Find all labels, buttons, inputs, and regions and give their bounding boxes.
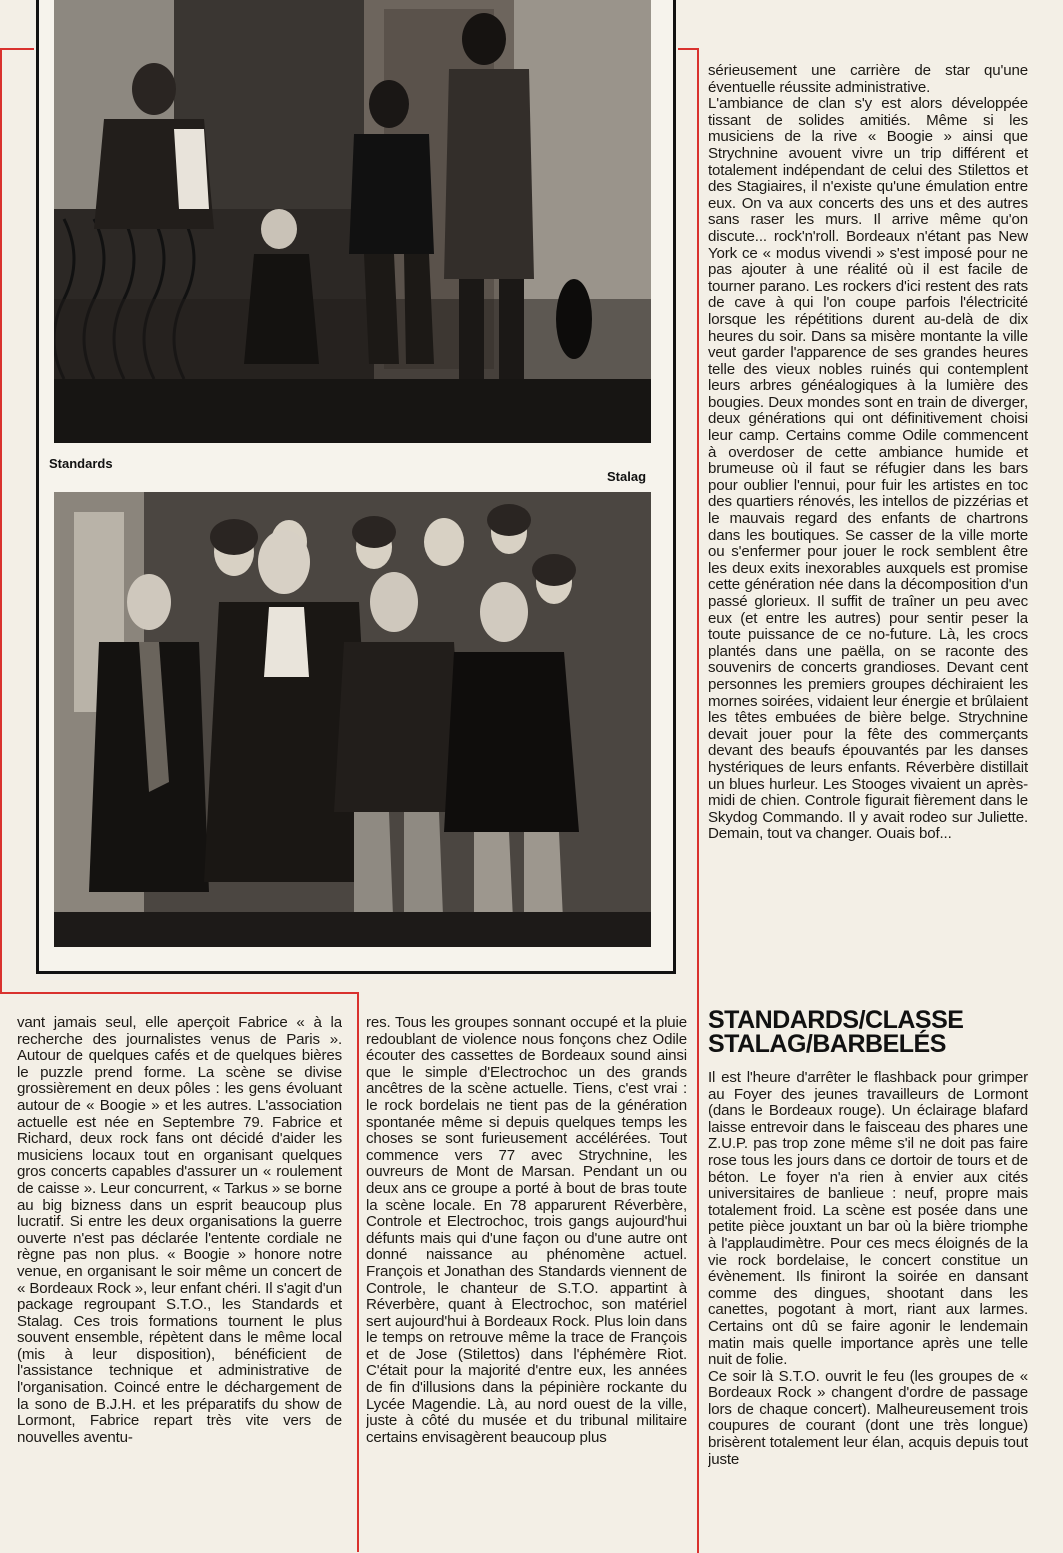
- photo-frame: [36, 0, 676, 974]
- red-frame-divider-middle: [357, 992, 359, 1552]
- article-column-left: [17, 1015, 342, 1545]
- article-column-right-top: [708, 63, 1028, 985]
- paragraph: sérieusement une carrière de star qu'une éventuelle réussite administrative.: [708, 63, 1028, 96]
- red-frame-top-right: [678, 48, 698, 50]
- red-frame-left: [0, 48, 2, 993]
- photo-caption-standards: Standards: [49, 456, 113, 471]
- paragraph: L'ambiance de clan s'y est alors développée tissant de solides amitiés. Même si les musiciens de la rive « Boogie » ainsi que Strychnine avouent vivre un trip différent et totalement indépendant de celui des Stilettos et des Stagiaires, il n'existe qu'une émulation entre eux. On va aux concerts des uns et des autres sans raser les murs. Il arrive même qu'on discute... rock'n'roll. Bordeaux n'étant pas New York ce « modus vivendi » s'est imposé pour ne pas ajouter à une réalité où il est facile de tourner parano. Les rockers d'ici restent des rats de cave à qui l'on coupe parfois l'électricité lorsque les répétitions durent au-delà de dix heures du soir. Dans sa misère montante la ville veut garder l'apparence de ses grandes heures telle des vieux nobles ruinés qui contemplent leurs arbres généalogiques à la lumière des bougies. Deux mondes sont en train de diverger, deux générations qui ont définitivement choisi leur camp. Certains comme Odile commencent à overdoser de cette ambiance humide et brumeuse où il faut se réfugier dans les bars pour oublier l'ennui, pour fuir les artistes en toc des quartiers rénovés, les intellos de pizzérias et le mauvais regard des enfants de chartrons dans les boutiques. Se casser de la ville morte ou s'enfermer pour jouer le rock semblent être les deux exits inexorables auxquels est promise cette génération née dans la décomposition d'un passé glorieux. Il suffit de traîner un peu avec eux (et entre les autres) pour sentir peser la toute puissance de ce no-future. Là, les crocs plantés dans une paëlla, on se raconte des souvenirs de concerts grandioses. Devant cent personnes les premiers groupes déchiraient les mornes soirées, vidaient leur énergie et brûlaient les têtes embuées de bière belge. Strychnine devait jouer pour la fête des commerçants devant des beaufs épouvantés par les danses hystériques de leurs enfants. Réverbère distillait un blues hurleur. Les Stooges vivaient un après-midi de chien. Controle figurait fièrement dans le Skydog Commando. Il y avait rodeo sur Juliette. Demain, tout va changer. Ouais bof...: [708, 95, 1028, 843]
- red-frame-top-left: [0, 48, 34, 50]
- photo-caption-stalag: Stalag: [607, 469, 647, 484]
- red-frame-bottom-left: [0, 992, 358, 994]
- paragraph: Ce soir là S.T.O. ouvrit le feu (les groupes de « Bordeaux Rock » changent d'ordre de passage lors de chaque concert). Malheureusement trois coupures de courant (dont une très longue) brisèrent totalement leur élan, acquis depuis tout juste: [708, 1367, 1028, 1468]
- article-column-right-bottom: [708, 1070, 1028, 1540]
- paragraph: Il est l'heure d'arrêter le flashback pour grimper au Foyer des jeunes travailleurs de Lormont (dans le Bordeaux rouge). Un éclairage blafard laisse entrevoir dans le faisceau des phares une Z.U.P. pas trop zone même s'il ne doit pas faire rose tous les jours dans ce dortoir de tours et de béton. Le foyer n'a rien à envier aux cités universitaires de banlieue : neuf, propre mais totalement froid. La scène est posée dans une petite pièce jouxtant un bar où la bière triomphe à l'applaudimètre. Pour ces mecs éloignés de la vie rock bordelaise, le concert constitue un évènement. Ils finiront la soirée en dansant comme des dingues, shootant dans les canettes, pogotant à mort, riant aux larmes. Certains ont dû se faire agonir le lendemain matin mais quelle importance après une telle nuit de folie.: [708, 1070, 1028, 1369]
- article-column-middle: [366, 1015, 687, 1545]
- photo-stalag: [54, 492, 651, 947]
- paragraph: vant jamais seul, elle aperçoit Fabrice « à la recherche des journalistes venus de Paris ». Autour de quelques cafés et de quelques bières le puzzle prend forme. La scène se divise grossièrement en deux pôles : les gens évoluant autour de « Boogie » et les autres. L'association actuelle est née en Septembre 79. Fabrice et Richard, deux rock fans ont décidé d'aider les musiciens locaux tout en organisant quelques gros concerts capables d'assurer un « roulement de caisse ». Leur concurrent, « Tarkus » se borne au big bizness dans un esprit beaucoup plus lucratif. Si entre les deux organisations la guerre ouverte n'est pas déclarée l'entente cordiale ne règne pas non plus. « Boogie » honore notre venue, en organisant le soir même un concert de « Bordeaux Rock », leur enfant chéri. Il s'agit d'un package regroupant S.T.O., les Standards et Stalag. Ces trois formations tournent le plus souvent ensemble, répètent dans le même local (mis à leur disposition), bénéficient de l'assistance technique et administrative de l'organisation. Coincé entre le déchargement de la sono de B.J.H. et les préparatifs du show de Lormont, Fabrice repart très vite vers de nouvelles aventu-: [17, 1015, 342, 1446]
- photo-standards: [54, 0, 651, 443]
- paragraph: res. Tous les groupes sonnant occupé et la pluie redoublant de violence nous fonçons chez Odile écouter des cassettes de Bordeaux sound ainsi que le simple d'Electrochoc un des grands ancêtres de la scène actuelle. Tiens, c'est vrai : le rock bordelais ne tient pas de la génération spontanée même si depuis quelques temps les choses se sont furieusement accélérées. Tout commence vers 77 avec Strychnine, les ouvreurs de Mont de Marsan. Pendant un ou deux ans ce groupe a porté à bout de bras toute la scène locale. En 78 apparurent Réverbère, Controle et Electrochoc, trois gangs aujourd'hui défunts mais qui d'une façon ou d'une autre ont donné naissance au phénomène actuel. François et Jonathan des Standards viennent de Controle, le chanteur de S.T.O. appartint à Réverbère, quant à Electrochoc, son matériel sert aujourd'hui à Bordeaux Rock. Plus loin dans le temps on retrouve même la trace de François et de Jose (Stilettos) dans l'éphémère Riot. C'était pour la majorité d'entre eux, les années de fin d'illusions dans la pépinière rockante du Lycée Magendie. Là, au nord ouest de la ville, juste à côté du musée et du tribunal militaire certains envisagèrent beaucoup plus: [366, 1015, 687, 1446]
- section-heading: STANDARDS/CLASSE STALAG/BARBELÉS: [708, 1006, 964, 1058]
- red-frame-divider-right: [697, 48, 699, 1553]
